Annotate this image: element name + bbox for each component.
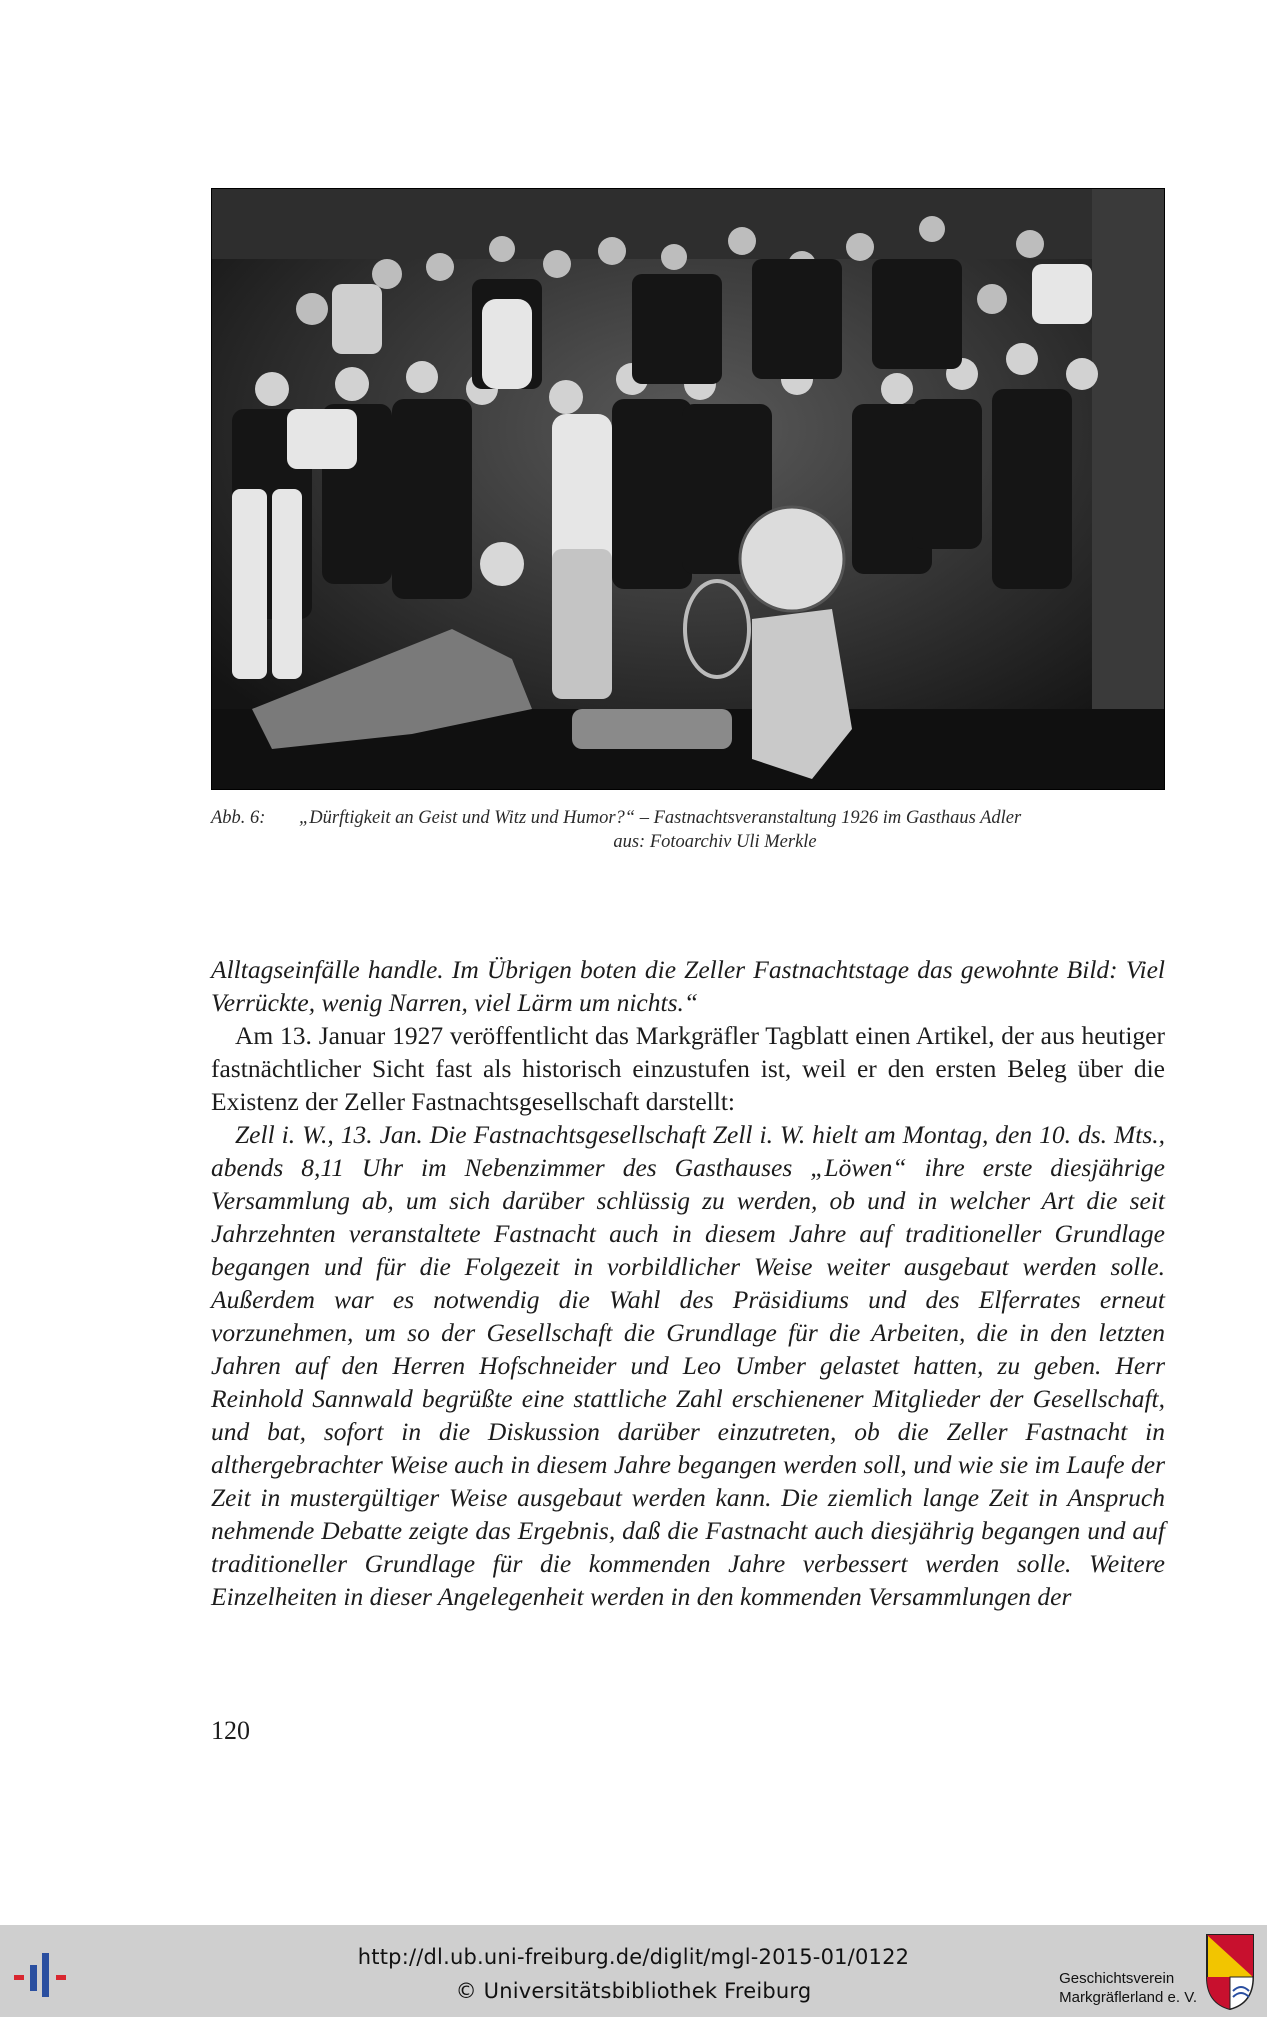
figure-label: Abb. 6: (211, 808, 266, 828)
viewer-footer (0, 1925, 1267, 2017)
society-line-2: Markgräflerland e. V. (1059, 1989, 1197, 2006)
figure-caption (211, 806, 1163, 854)
copyright-notice: © Universitätsbibliothek Freiburg (455, 1979, 812, 2003)
body-text (211, 953, 1165, 1613)
markgraeflerland-crest-icon (1205, 1933, 1255, 2011)
paragraph-intro: Am 13. Januar 1927 veröffentlicht das Markgräfler Tagblatt einen Artikel, der aus heutiger fastnächtlicher Sicht fast als historisch einzustufen ist, weil er den ersten Beleg über die Existenz der Zeller Fastnachtsgesellschaft darstellt: (211, 1021, 1165, 1116)
paragraph-quote-end: Alltagseinfälle handle. Im Übrigen boten die Zeller Fastnachtstage das gewohnte Bild: Viel Verrückte, wenig Narren, viel Lärm um nichts.“ (211, 955, 1165, 1017)
society-name (1059, 1969, 1197, 2007)
society-line-1: Geschichtsverein (1059, 1970, 1175, 1987)
document-url-link[interactable]: http://dl.ub.uni-freiburg.de/diglit/mgl-2015-01/0122 (357, 1945, 910, 1969)
paragraph-newspaper-quote: Zell i. W., 13. Jan. Die Fastnachtsgesellschaft Zell i. W. hielt am Montag, den 10. ds. Mts., abends 8,11 Uhr im Nebenzimmer des Gasthauses „Löwen“ ihre erste diesjährige Versammlung ab, um sich darüber schlüssig zu werden, ob und in welcher Art die seit Jahrzehnten veranstaltete Fastnacht auch in diesem Jahre auf traditioneller Grundlage begangen und für die Folgezeit in vorbildlicher Weise weiter ausgebaut werden solle. Außerdem war es notwendig die Wahl des Präsidiums und des Elferrates erneut vorzunehmen, um so der Gesellschaft die Grundlage für die Arbeiten, die in den letzten Jahren auf den Herren Hofschneider und Leo Umber gelastet hatten, zu geben. Herr Reinhold Sannwald begrüßte eine stattliche Zahl erschienener Mitglieder der Gesellschaft, und bat, sofort in die Diskussion darüber einzutreten, ob die Zeller Fastnacht in althergebrachter Weise auch in diesem Jahre begangen werden soll, und wie sie im Laufe der Zeit in mustergültiger Weise ausgebaut werden kann. Die ziemlich lange Zeit in Anspruch nehmende Debatte zeigte das Ergebnis, daß die Fastnacht auch diesjährig begangen und auf traditioneller Grundlage für die kommenden Jahre verbessert werden solle. Weitere Einzelheiten in dieser Angelegenheit werden in den kommenden Versammlungen der (211, 1120, 1165, 1611)
caption-source: aus: Fotoarchiv Uli Merkle (613, 832, 817, 852)
caption-title: „Dürftigkeit an Geist und Witz und Humor?“ – Fastnachtsveranstaltung 1926 im Gasthaus Adler (299, 808, 1022, 828)
figure-photograph (211, 188, 1165, 790)
page-number: 120 (211, 1716, 250, 1745)
carnival-group-photo-image (212, 189, 1164, 789)
